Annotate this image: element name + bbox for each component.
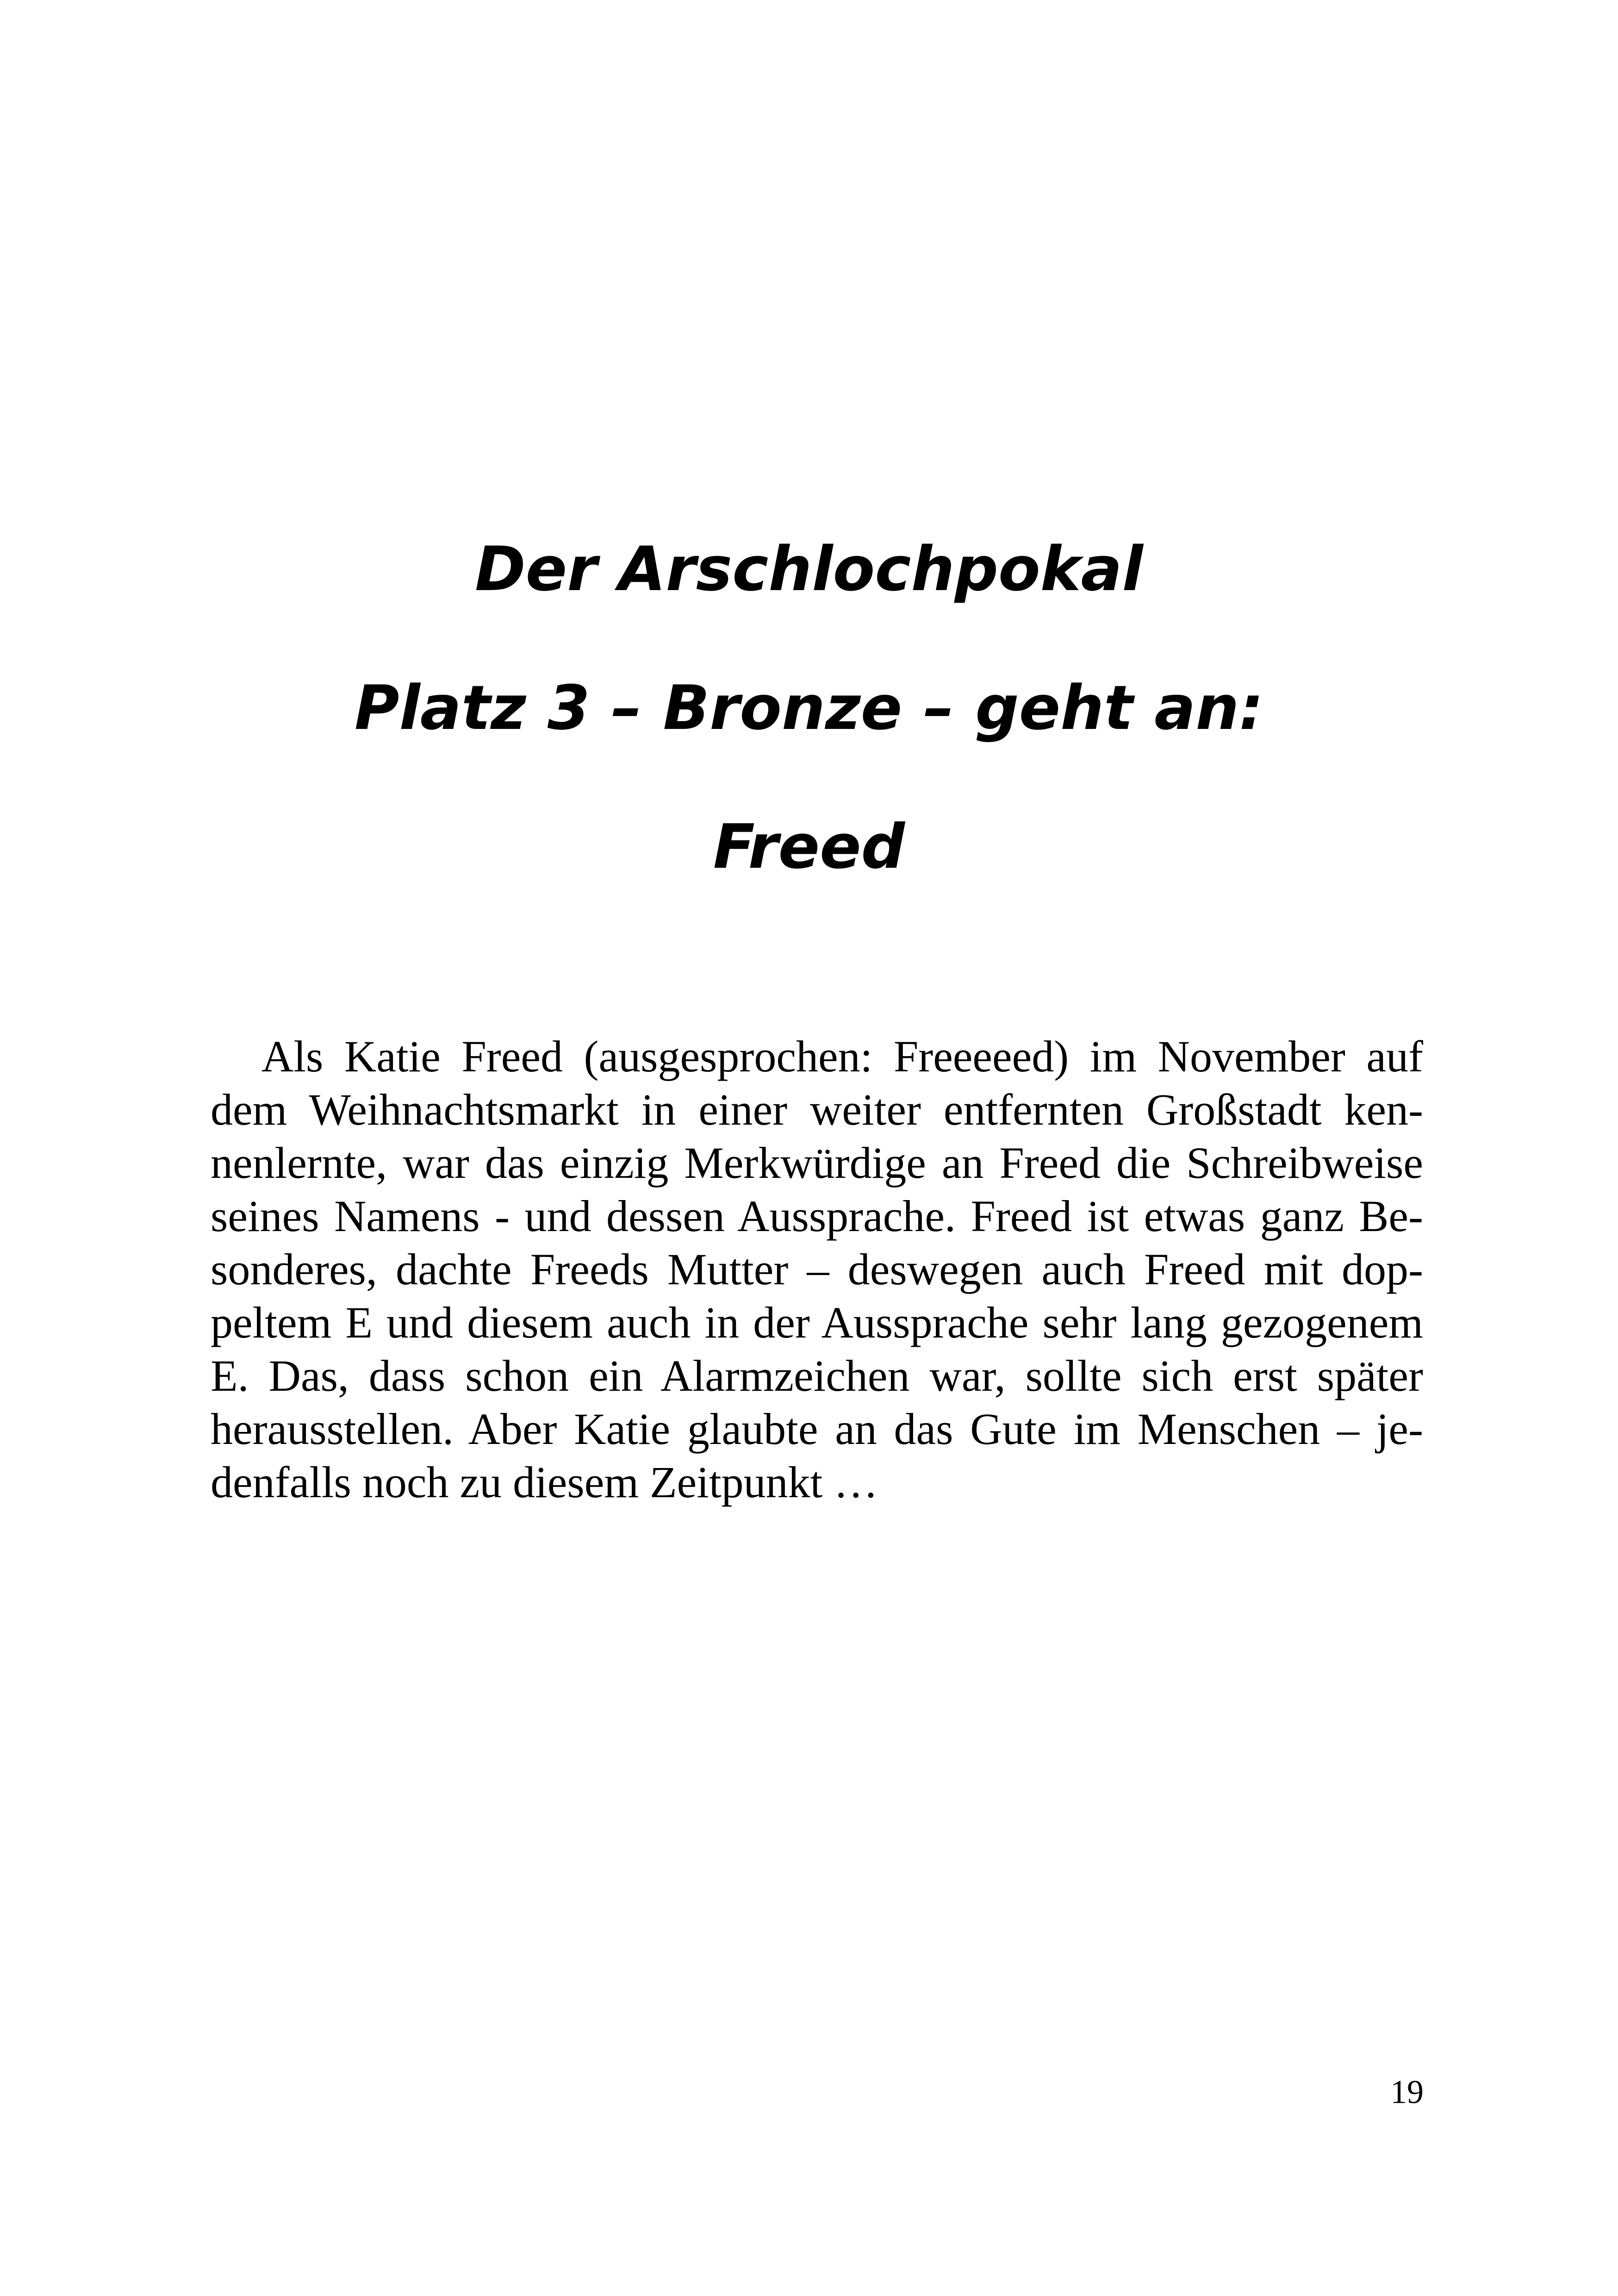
paragraph-line: dem Weihnachtsmarkt in einer weiter entfernten Großstadt ken-: [211, 1085, 1423, 1134]
paragraph-line: Als Katie Freed (ausgesprochen: Freeeeed) im November auf: [261, 1032, 1423, 1081]
page-number: 19: [1390, 2073, 1424, 2110]
paragraph-line: herausstellen. Aber Katie glaubte an das Gute im Menschen – je-: [211, 1404, 1423, 1454]
chapter-subtitle-line: Platz 3 – Bronze – geht an:: [354, 672, 1264, 744]
chapter-title-line: Der Arschlochpokal: [475, 534, 1143, 605]
paragraph-line: denfalls noch zu diesem Zeitpunkt …: [211, 1457, 878, 1507]
paragraph-line: E. Das, dass schon ein Alarmzeichen war, sollte sich erst später: [211, 1351, 1423, 1400]
chapter-name-line: Freed: [713, 811, 905, 883]
body-paragraph: [211, 1030, 1423, 1509]
chapter-title: [0, 500, 1618, 916]
paragraph-line: seines Namens - und dessen Aussprache. Freed ist etwas ganz Be-: [211, 1191, 1423, 1241]
paragraph-line: nenlernte, war das einzig Merkwürdige an Freed die Schreibweise: [211, 1138, 1423, 1188]
paragraph-line: peltem E und diesem auch in der Aussprache sehr lang gezogenem: [211, 1298, 1423, 1347]
paragraph-line: sonderes, dachte Freeds Mutter – deswegen auch Freed mit dop-: [211, 1244, 1423, 1294]
